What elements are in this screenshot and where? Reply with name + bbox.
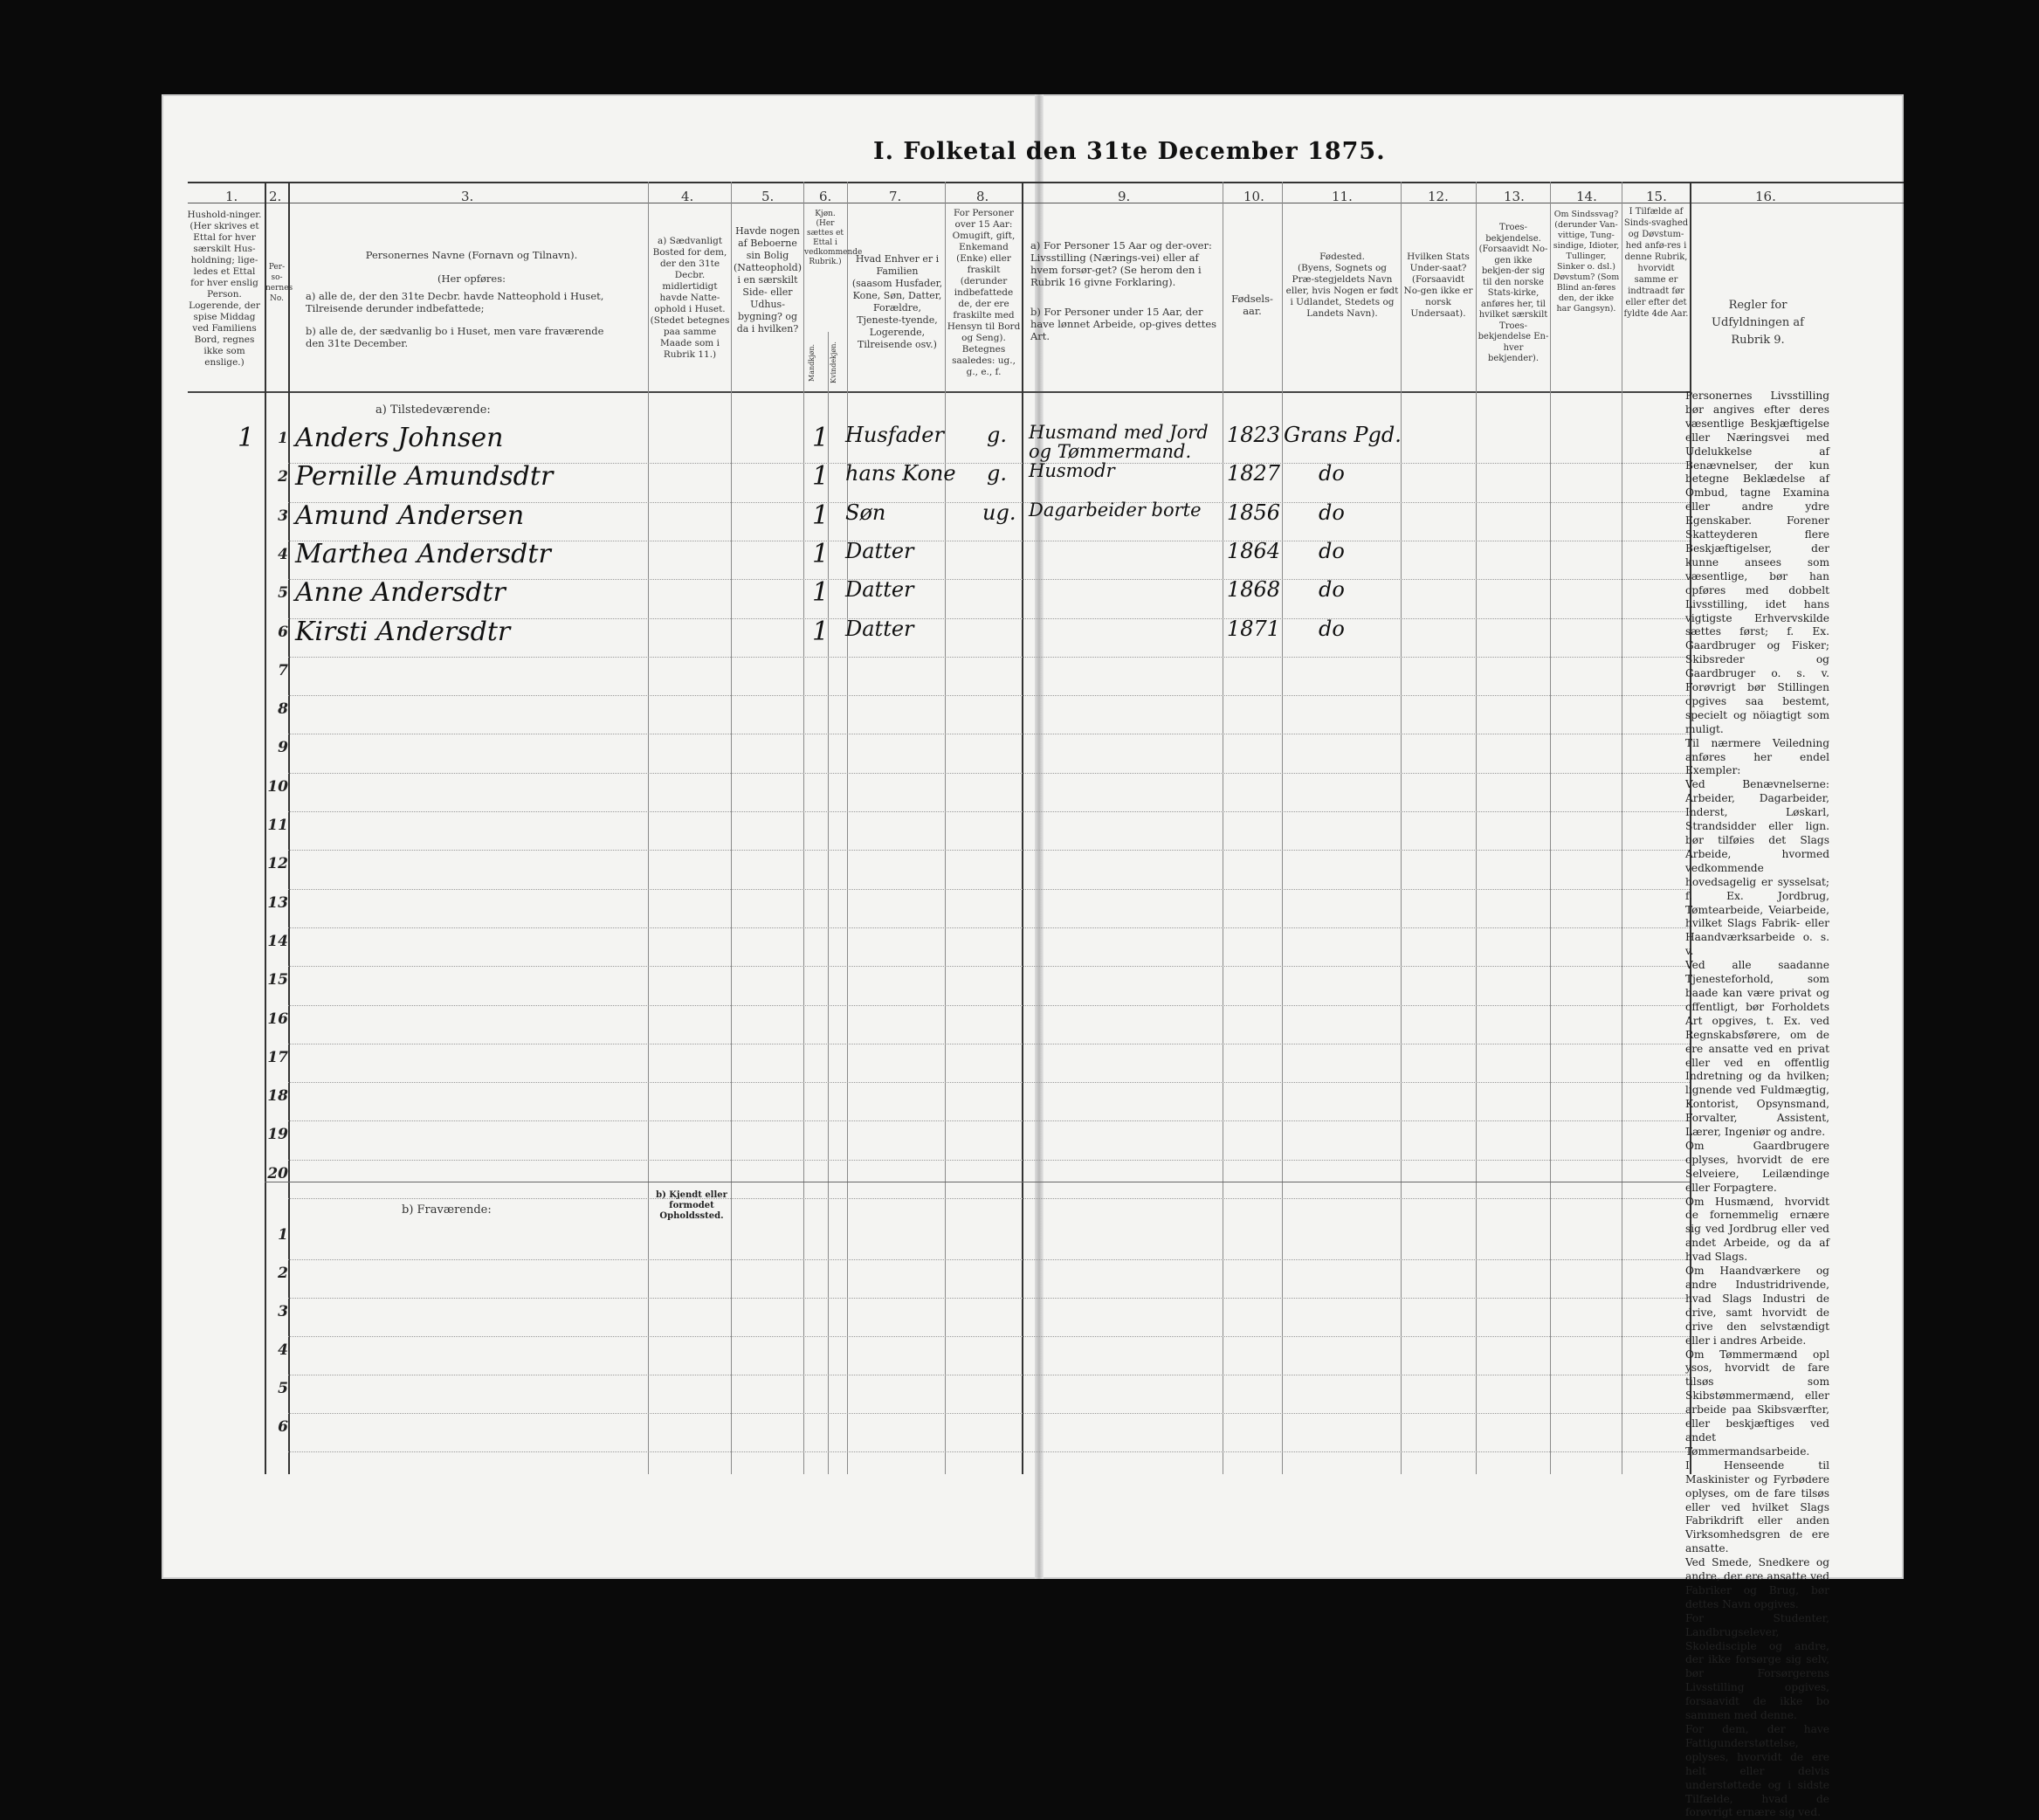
row-number: 17 (267, 1048, 288, 1066)
header-col7-family: Hvad Enhver er i Familien (saasom Husfader, Kone, Søn, Datter, Forældre, Tjeneste-tyende, Logerende, Tilreisende osv.) (851, 253, 943, 350)
birth-year: 1868 (1227, 577, 1281, 603)
row-number: 11 (267, 817, 288, 834)
family-relation: Datter (845, 616, 914, 641)
row-number: 6 (278, 623, 288, 641)
header-col9-a: a) For Personer 15 Aar og der-over: Livsstilling (Nærings-vei) eller af hvem forsør-get? (Se herom den i Rubrik 16 givne Forklaring). (1030, 239, 1212, 288)
colnum-15: 15. (1646, 189, 1667, 204)
header-col14-disability: Om Sindssvag? (derunder Van-vittige, Tung-sindige, Idioter, Tullinger, Sinker o. dsl.) Døvstum? (Som Blind an-føres den, der ikke har Gangsyn). (1553, 210, 1620, 314)
birth-year: 1827 (1227, 461, 1281, 486)
absent-row-number: 6 (278, 1418, 288, 1436)
person-name: Amund Andersen (295, 500, 525, 531)
header-bottom-rule (188, 391, 1690, 393)
civil-status: g. (987, 423, 1007, 447)
colnum-1: 1. (225, 189, 238, 204)
colnum-16: 16. (1755, 189, 1776, 204)
colnum-12: 12. (1428, 189, 1449, 204)
person-name: Kirsti Andersdtr (295, 616, 511, 647)
header-col3-a: a) alle de, der den 31te Decbr. havde Natteophold i Huset, Tilreisende derunder indbefattede; (306, 290, 604, 314)
row-rule (288, 927, 1690, 928)
colnum-13: 13. (1504, 189, 1525, 204)
colnum-14: 14. (1576, 189, 1597, 204)
sex-mark: 1 (812, 616, 830, 647)
absent-row-number: 3 (278, 1303, 288, 1320)
occupation: Dagarbeider borte (1029, 499, 1202, 520)
header-col6-male: Mandkjøn. (808, 343, 816, 382)
header-col13-religion: Troes-bekjendelse. (Forsaavidt No-gen ikke bekjen-der sig til den norske Stats-kirke, anføres her, til hvilket særskilt Troes-bekjendelse En-hver bekjender). (1478, 223, 1549, 363)
family-relation: Datter (845, 577, 914, 603)
col-line-5 (803, 182, 804, 1474)
header-col15-onset: I Tilfælde af Sinds-svaghed og Døvstum-hed anfø-res i denne Rubrik, hvorvidt samme er indtraadt før eller efter det fyldte 4de Aar. (1623, 207, 1689, 319)
birthplace: do (1319, 461, 1345, 486)
form-title: I. Folketal den 31te December 1875. (873, 138, 1386, 165)
row-number: 3 (278, 507, 288, 525)
row-number: 5 (278, 584, 288, 603)
absent-row-rule (288, 1298, 1690, 1299)
civil-status: g. (987, 461, 1007, 486)
occupation: Husmodr (1029, 460, 1115, 482)
header-col6-sex: Kjøn. (Her sættes et Ettal i vedkommende Rubrik.) (804, 210, 863, 266)
header-col2-person-no: Per-so-nernes No. (265, 263, 293, 303)
header-col12-nationality: Hvilken Stats Under-saat? (Forsaavidt No-gen ikke er norsk Undersaat). (1403, 252, 1473, 319)
birthplace: do (1319, 538, 1345, 563)
header-col3-sub: (Her opføres: (437, 272, 506, 285)
row-number: 1 (278, 430, 288, 447)
col-line-6 (847, 182, 848, 1474)
row-number: 13 (267, 893, 288, 912)
absent-row-rule (288, 1259, 1690, 1260)
row-rule (288, 850, 1690, 851)
birthplace: do (1319, 500, 1345, 525)
birth-year: 1856 (1227, 500, 1281, 525)
family-relation: hans Kone (845, 461, 956, 486)
col-line-1 (265, 182, 266, 1474)
sex-mark: 1 (812, 461, 830, 493)
colnum-9: 9. (1118, 189, 1131, 204)
row-number: 12 (267, 855, 288, 873)
col-line-7 (945, 182, 946, 1474)
colnum-7: 7. (889, 189, 902, 204)
header-col3-title: Personernes Navne (Fornavn og Tilnavn). (365, 249, 578, 261)
absent-row-number: 1 (278, 1226, 288, 1244)
row-rule (288, 1082, 1690, 1083)
colnum-5: 5. (761, 189, 775, 204)
civil-status: ug. (982, 500, 1016, 525)
row-number: 20 (267, 1164, 288, 1182)
col-line-11 (1401, 182, 1402, 1474)
row-rule (288, 695, 1690, 696)
row-number: 4 (278, 545, 288, 563)
colnum-2: 2. (269, 189, 282, 204)
absent-col4-label: b) Kjendt eller formodet Opholdssted. (656, 1190, 727, 1221)
header-col9-b: b) For Personer under 15 Aar, der have lønnet Arbeide, op-gives dettes Art. (1030, 306, 1217, 342)
col-line-3 (648, 182, 649, 1474)
birthplace: do (1319, 577, 1345, 603)
birthplace: do (1319, 616, 1345, 641)
row-number: 9 (278, 739, 288, 757)
header-top-rule (188, 182, 1904, 183)
row-rule (288, 966, 1690, 967)
row-number: 2 (278, 468, 288, 486)
row-rule (288, 773, 1690, 774)
colnum-8: 8. (976, 189, 989, 204)
absent-row-rule (288, 1413, 1690, 1414)
colnum-10: 10. (1243, 189, 1264, 204)
row-rule (288, 811, 1690, 812)
header-col11-birthplace: Fødested. (Byens, Sognets og Præ-stegjeldets Navn eller, hvis Nogen er født i Udlandet, Stedets og Landets Navn). (1285, 252, 1399, 319)
household-mark: 1 (238, 423, 255, 453)
person-name: Anders Johnsen (295, 423, 504, 453)
colnum-3: 3. (461, 189, 474, 204)
person-name: Pernille Amundsdtr (295, 461, 554, 493)
col-line-2 (288, 182, 290, 1474)
row-rule (288, 1120, 1690, 1121)
col-line-12 (1476, 182, 1477, 1474)
row-number: 16 (267, 1010, 288, 1028)
colnum-6: 6. (819, 189, 832, 204)
row-number: 15 (267, 971, 288, 989)
row-number: 14 (267, 932, 288, 950)
row-rule (288, 1198, 1690, 1199)
col-line-4 (731, 182, 732, 1474)
header-col16-rules-title: Regler for Udfyldningen af Rubrik 9. (1712, 299, 1804, 347)
row-number: 8 (278, 700, 288, 719)
header-col4-residence: a) Sædvanligt Bosted for dem, der den 31te Decbr. midlertidigt havde Natte-ophold i Huset. (Stedet betegnes paa samme Maade som i Rubrik 11.) (650, 236, 730, 360)
birth-year: 1864 (1227, 538, 1281, 563)
absent-row-number: 2 (278, 1265, 288, 1282)
family-relation: Husfader (845, 423, 944, 447)
sex-mark: 1 (812, 577, 830, 609)
rules-text: Personernes Livsstilling bør angives efter deres væsentlige Beskjæftigelse eller Næringsvei med Udelukkelse af Benævnelser, der kun betegne Beklædelse af Ombud, tagne Examina eller andre ydre Egenskaber. Forener Skatteyderen flere Beskjæftigelser, der kunne ansees som væsentlige, bør han opføres med dobbelt Livsstilling, idet hans vigtigste Erhvervskilde sættes først; f. Ex. Gaardbruger og Fisker; Skibsreder og Gaardbruger o. s. v. Forøvrigt bør Stillingen opgives saa bestemt, specielt og nöiagtigt som muligt. Til nærmere Veiledning anføres her endel Exempler: Ved Benævnelserne: Arbeider, Dagarbeider, Inderst, Løskarl, Strandsidder eller lign. bør tilføies det Slags Arbeide, hvormed vedkommende hovedsagelig er sysselsat; f. Ex. Jordbrug, Tømtearbeide, Veiarbeide, hvilket Slags Fabrik- eller Haandværksarbeide o. s. v. Ved alle saadanne Tjenesteforhold, som baade kan være privat og offentligt, bør Forholdets Art opgives, t. Ex. ved Regnskabsførere, om de ere ansatte ved en privat eller ved en offentlig Indretning og da hvilken; lignende ved Fuldmægtig, Kontorist, Opsynsmand, Forvalter, Assistent, Lærer, Ingeniør og andre. Om Gaardbrugere oplyses, hvorvidt de ere Selveiere, Leilændinge eller Forpagtere. Om Husmænd, hvorvidt de fornemmelig ernære sig ved Jordbrug eller ved andet Arbeide, og da af hvad Slags. Om Haandværkere og andre Industridrivende, hvad Slags Industri de drive, samt hvorvidt de drive den selvstændigt eller i andres Arbeide. Om Tømmermænd opl ysos, hvorvidt de fare tilsøs som Skibstømmermænd, eller arbeide paa Skibsværfter, eller beskjæftiges ved andet Tømmermandsarbeide. I Henseende til Maskinister og Fyrbødere oplyses, om de fare tilsøs eller ved hvilket Slags Fabrikdrift eller anden Virksomhedsgren de ere ansatte. Ved Smede, Snedkere og andre, der ere ansatte ved Fabriker og Brug, bør dettes Navn opgives. For Studenter, Landbrugselever, Skoledisciple og andre, der ikke forsørge sig selv, bør Forsørgerens Livsstilling opgives, forsaavidt de ikke bo sammen med denne. For dem, der have Fattigunderstøttelse, oplyses, hvorvidt de ere helt eller delvis understøttede og i sidste Tilfælde, hvad de forøvrigt ernære sig ved. (1685, 390, 1829, 1819)
row-number: 18 (267, 1087, 288, 1106)
absent-row-number: 5 (278, 1380, 288, 1397)
row-rule (288, 889, 1690, 890)
family-relation: Datter (845, 538, 914, 563)
row-rule (288, 1005, 1690, 1006)
row-number: 19 (267, 1126, 288, 1144)
row-number: 10 (267, 777, 288, 796)
header-col6-female: Kvindekjøn. (830, 341, 837, 383)
sex-mark: 1 (812, 423, 830, 453)
occupation: Husmand med Jord og Tømmermand. (1029, 422, 1209, 462)
person-name: Marthea Andersdtr (295, 538, 551, 569)
person-name: Anne Andersdtr (295, 577, 506, 609)
row-rule (288, 1160, 1690, 1161)
sex-mark: 1 (812, 538, 830, 569)
birthplace: Grans Pgd. (1284, 423, 1402, 447)
row-number: 7 (278, 661, 288, 679)
col-line-13 (1550, 182, 1551, 1474)
sex-mark: 1 (812, 500, 830, 531)
col-line-8 (1022, 182, 1023, 1474)
family-relation: Søn (845, 500, 886, 525)
header-col8-civil: For Personer over 15 Aar: Omugift, gift, Enkemand (Enke) eller fraskilt (derunder indbefattede de, der ere fraskilte med Hensyn til Bord og Seng). Betegnes saaledes: ug., g., e., f. (947, 208, 1021, 377)
row-rule (288, 657, 1690, 658)
header-col10-birth-year: Fødsels-aar. (1231, 293, 1273, 317)
header-col5-building: Havde nogen af Beboerne sin Bolig (Natteophold) i en særskilt Side- eller Udhus-bygning? og da i hvilken? (733, 225, 803, 334)
absent-row-rule (288, 1451, 1690, 1452)
section-present-label: a) Tilstedeværende: (375, 403, 491, 417)
absent-row-number: 4 (278, 1341, 288, 1359)
absent-row-rule (288, 1336, 1690, 1337)
section-absent-label: b) Fraværende: (402, 1203, 492, 1217)
header-col3-b: b) alle de, der sædvanlig bo i Huset, men vare fraværende den 31te December. (306, 325, 604, 349)
col-line-10 (1282, 182, 1283, 1474)
colnum-4: 4. (681, 189, 694, 204)
birth-year: 1871 (1227, 616, 1281, 641)
colnum-11: 11. (1332, 189, 1353, 204)
header-col1-households: Hushold-ninger. (Her skrives et Ettal for hver særskilt Hus-holdning; lige-ledes et Ettal for hver enslig Person. Logerende, der spise Middag ved Familiens Bord, regnes ikke som enslige.) (187, 210, 262, 368)
birth-year: 1823 (1227, 423, 1281, 447)
